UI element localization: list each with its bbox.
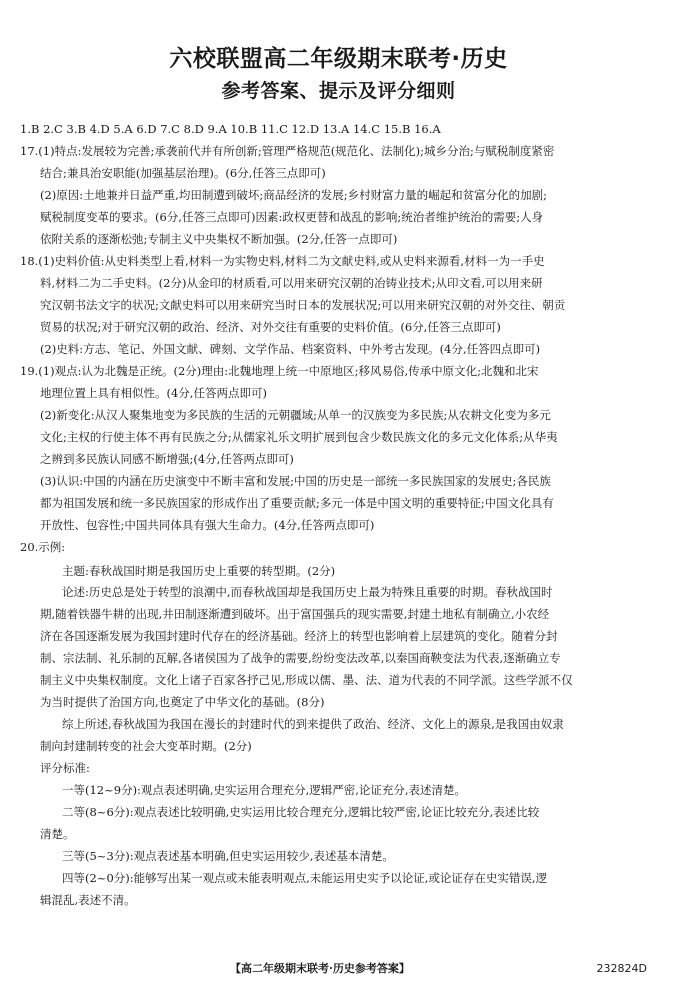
text-line: 地理位置上具有相似性。(4分,任答两点即可) xyxy=(40,386,267,400)
text-line: 结合;兼具治安职能(加强基层治理)。(6分,任答三点即可) xyxy=(40,166,326,180)
text-line: 清楚。 xyxy=(40,827,75,841)
text-line: 赋税制度变革的要求。(6分,任答三点即可)因素:政权更替和战乱的影响;统治者维护统治的需要;人身 xyxy=(40,210,544,224)
text-line: 四等(2~0分):能够写出某一观点或未能表明观点,未能运用史实予以论证,或论证存在史实错误,逻 xyxy=(62,871,548,885)
text-line: 制主义中央集权制度。文化上诸子百家各抒己见,形成以儒、墨、法、道为代表的不同学派。这些学派不仅 xyxy=(40,673,573,687)
text-line: 都为祖国发展和统一多民族国家的形成作出了重要贡献;多元一体是中国文明的重要特征;中国文化具有 xyxy=(40,496,554,510)
text-line: 辑混乱,表述不清。 xyxy=(40,893,136,907)
text-line: 期,随着铁器牛耕的出现,井田制逐渐遭到破坏。出于富国强兵的现实需要,封建土地私有制确立,小农经 xyxy=(40,607,550,621)
text-line: 文化;主权的行使主体不再有民族之分;从儒家礼乐文明扩展到包含少数民族文化的多元文化体系;从华夷 xyxy=(40,430,558,444)
text-line: 究汉朝书法文字的状况;文献史料可以用来研究当时日本的发展状况;可以用来研究汉朝的对外交往、朝贡 xyxy=(40,298,566,312)
text-line: 济在各国逐渐发展为我国封建时代存在的经济基础。经济上的转型也影响着上层建筑的变化。随着分封 xyxy=(40,629,558,643)
text-line: (2)原因:土地兼并日益严重,均田制遭到破坏;商品经济的发展;乡村财富力量的崛起和贫富分化的加剧; xyxy=(40,188,547,202)
text-line: 综上所述,春秋战国为我国在漫长的封建时代的到来提供了政治、经济、文化上的源泉,是我国由奴隶 xyxy=(62,717,564,731)
text-line: 二等(8~6分):观点表述比较明确,史实运用比较合理充分,逻辑比较严密,论证比较充分,表述比较 xyxy=(62,805,540,819)
text-line: 19.(1)观点:认为北魏是正统。(2分)理由:北魏地理上统一中原地区;移风易俗,传承中原文化;北魏和北宋 xyxy=(20,364,539,378)
text-line: 制、宗法制、礼乐制的瓦解,各诸侯国为了战争的需要,纷纷变法改革,以秦国商鞅变法为代表,逐渐确立专 xyxy=(40,651,561,665)
text-line: 18.(1)史料价值:从史料类型上看,材料一为实物史料,材料二为文献史料,或从史料来源看,材料一为一手史 xyxy=(20,254,545,268)
text-line: 为当时提供了治国方向,也奠定了中华文化的基础。(8分) xyxy=(40,695,325,709)
text-line: (2)新变化:从汉人聚集地变为多民族的生活的元朝疆域;从单一的汉族变为多民族;从农耕文化变为多元 xyxy=(40,408,551,422)
footer-code: 232824D xyxy=(596,962,647,975)
text-line: 一等(12~9分):观点表述明确,史实运用合理充分,逻辑严密,论证充分,表述清楚。 xyxy=(62,783,467,797)
text-line: 料,材料二为二手史料。(2分)从金印的材质看,可以用来研究汉朝的冶铸业技术;从印文看,可以用来研 xyxy=(40,276,543,290)
text-line: 制向封建制转变的社会大变革时期。(2分) xyxy=(40,739,252,753)
text-line: 之辨到多民族认同感不断增强;(4分,任答两点即可) xyxy=(40,452,294,466)
text-line: 三等(5~3分):观点表述基本明确,但史实运用较少,表述基本清楚。 xyxy=(62,849,394,863)
page-footer xyxy=(0,960,677,978)
text-line: 论述:历史总是处于转型的浪潮中,而春秋战国却是我国历史上最为特殊且重要的时期。春秋战国时 xyxy=(62,585,553,599)
text-line: 1.B 2.C 3.B 4.D 5.A 6.D 7.C 8.D 9.A 10.B 11.C 12.D 13.A 14.C 15.B 16.A xyxy=(20,122,441,136)
text-line: (3)认识:中国的内涵在历史演变中不断丰富和发展;中国的历史是一部统一多民族国家的发展史;各民族 xyxy=(40,474,551,488)
footer-title: 【高二年级期末联考·历史参考答案】 xyxy=(230,962,410,975)
text-line: 开放性、包容性;中国共同体具有强大生命力。(4分,任答两点即可) xyxy=(40,518,375,532)
text-line: 评分标准: xyxy=(40,761,90,775)
text-line: 贸易的状况;对于研究汉朝的政治、经济、对外交往有重要的史料价值。(6分,任答三点即可) xyxy=(40,320,501,334)
text-line: 20.示例: xyxy=(20,540,66,554)
text-line: 17.(1)特点:发展较为完善;承袭前代并有所创新;管理严格规范(规范化、法制化);城乡分治;与赋税制度紧密 xyxy=(20,144,555,158)
document-subtitle: 参考答案、提示及评分细则 xyxy=(221,80,456,102)
text-line: (2)史料:方志、笔记、外国文献、碑刻、文学作品、档案资料、中外考古发现。(4分,任答四点即可) xyxy=(40,342,541,356)
document-title: 六校联盟高二年级期末联考·历史 xyxy=(169,46,508,72)
text-line: 依附关系的逐渐松弛;专制主义中央集权不断加强。(2分,任答一点即可) xyxy=(40,232,398,246)
text-line: 主题:春秋战国时期是我国历史上重要的转型期。(2分) xyxy=(62,564,336,578)
